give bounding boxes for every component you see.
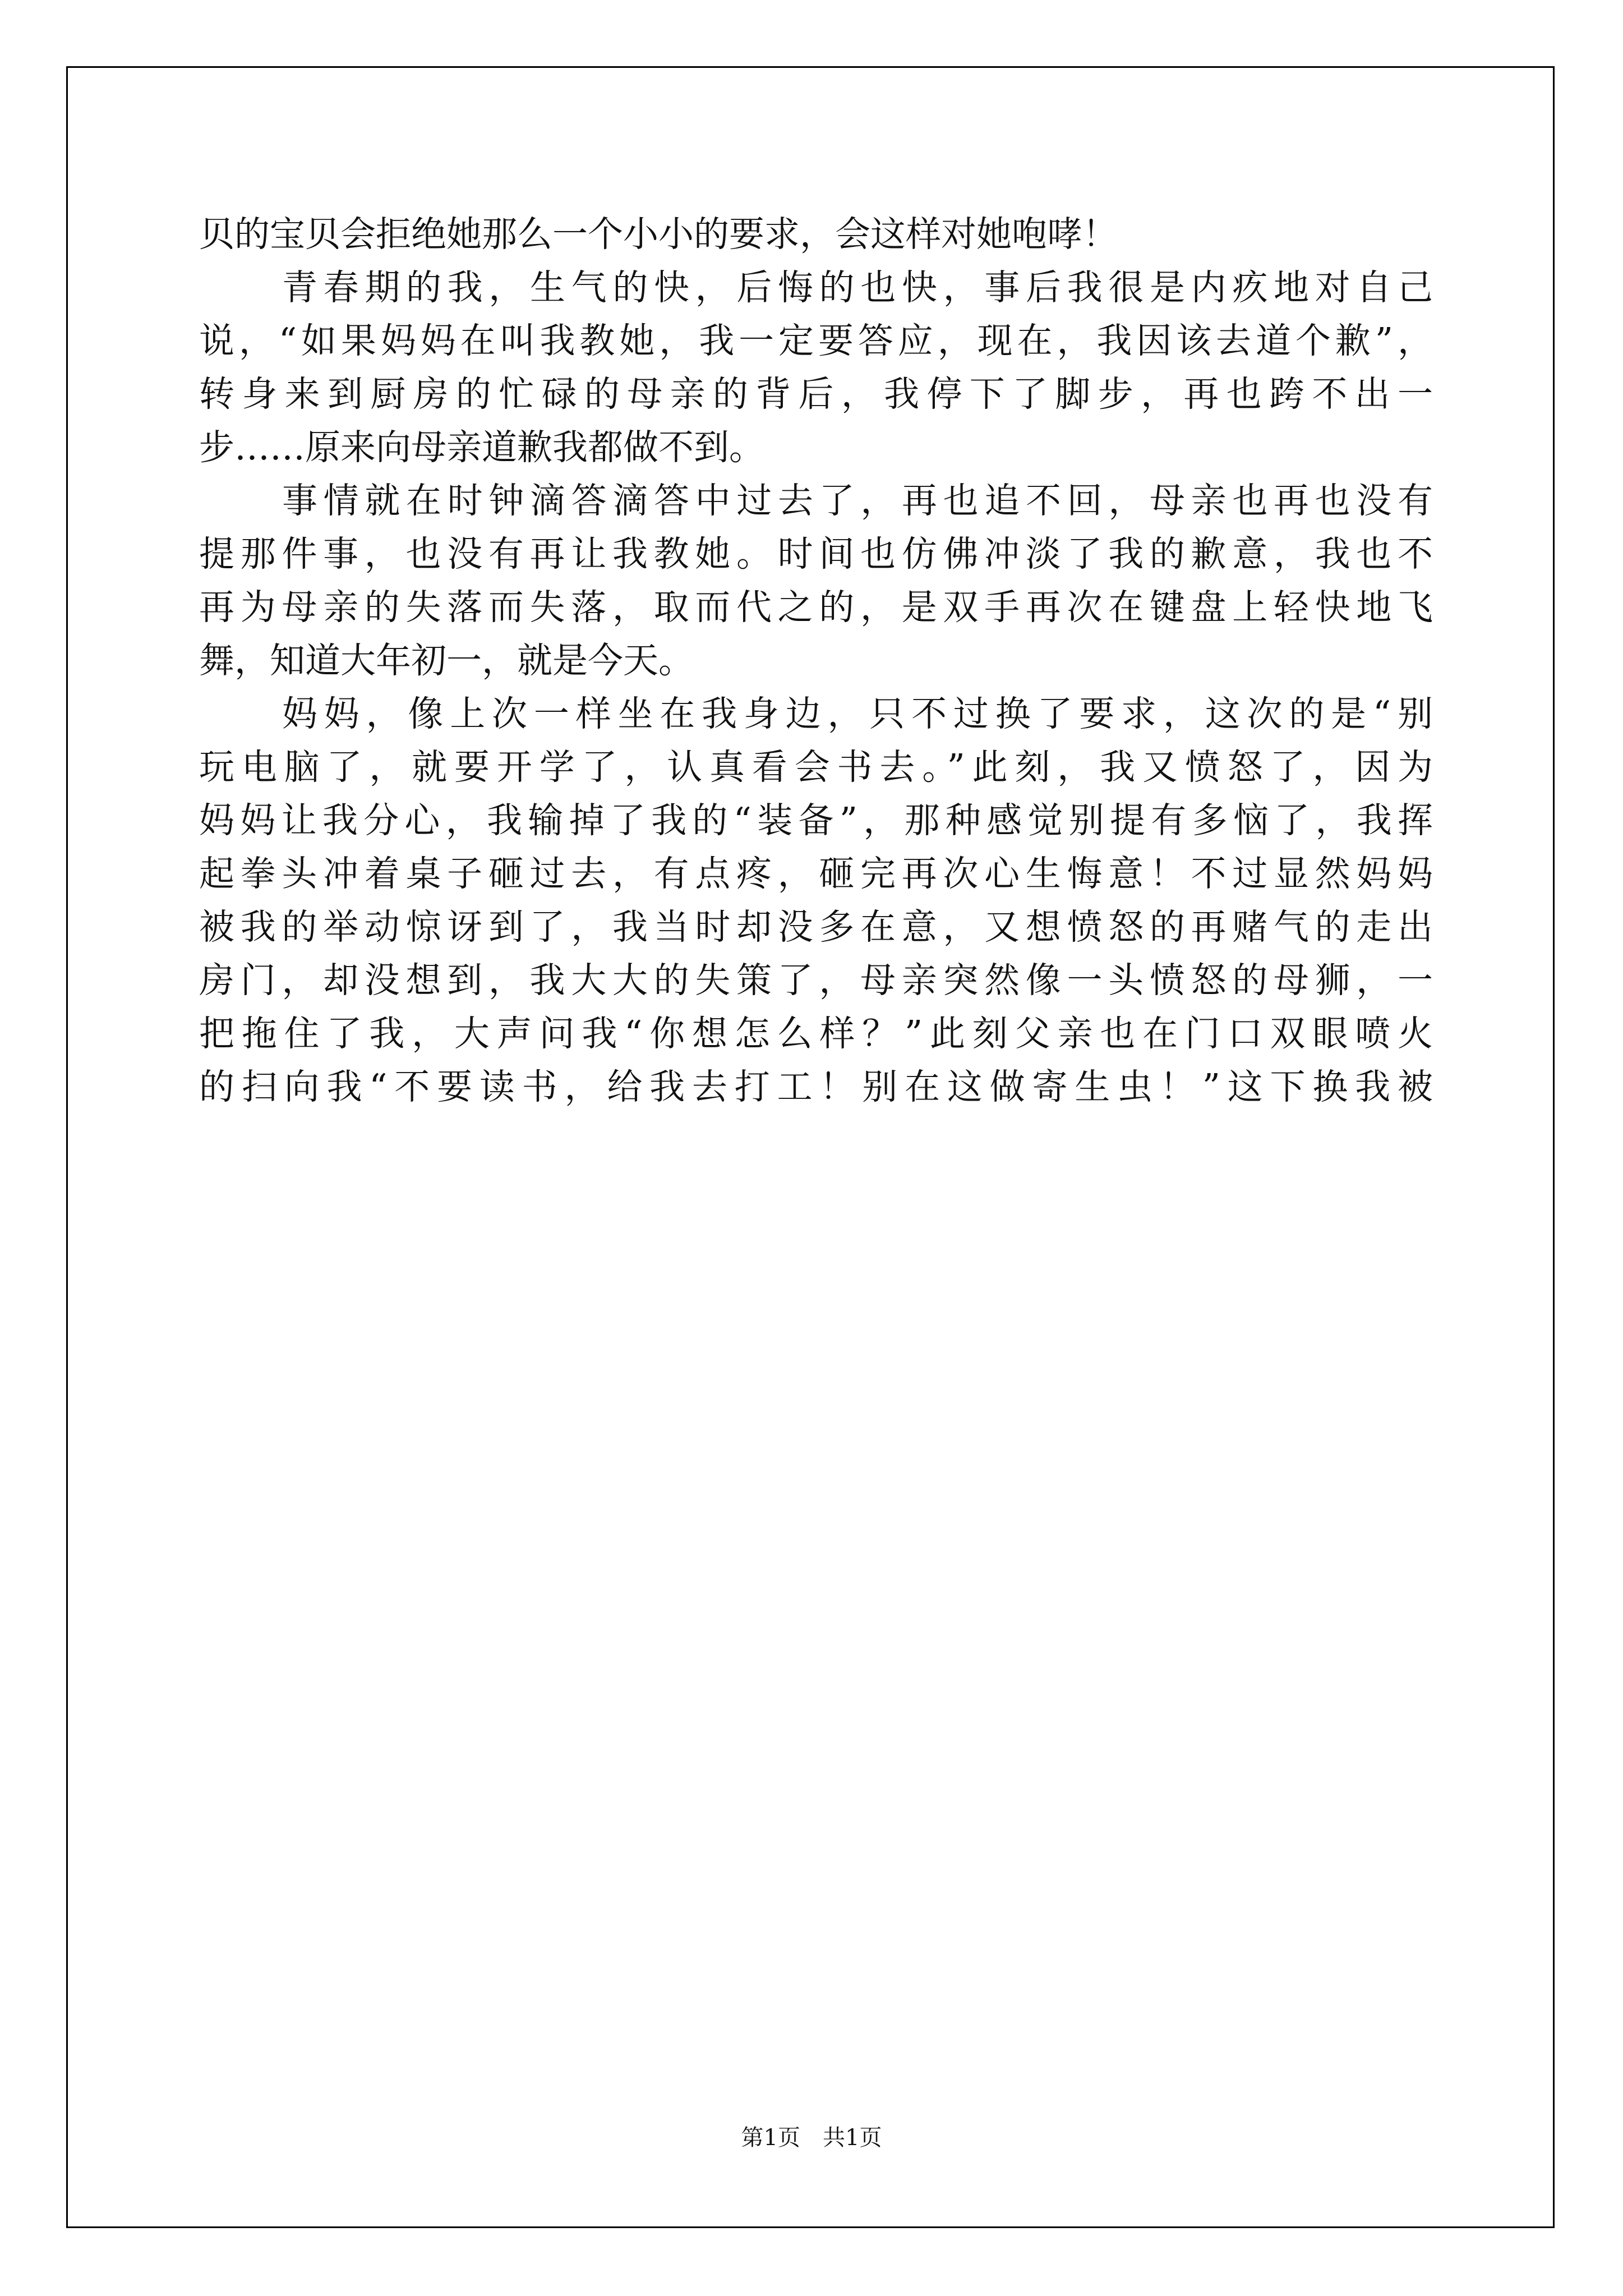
text-line: 妈妈让我分心，我输掉了我的“装备”，那种感觉别提有多恼了，我挥 bbox=[199, 800, 1433, 841]
text-line: 起拳头冲着桌子砸过去，有点疼，砸完再次心生悔意！不过显然妈妈 bbox=[199, 853, 1433, 894]
paragraph-2 bbox=[199, 261, 1433, 474]
text-line: 被我的举动惊讶到了，我当时却没多在意，又想愤怒的再赌气的走出 bbox=[199, 907, 1433, 947]
text-line: 转身来到厨房的忙碌的母亲的背后，我停下了脚步，再也跨不出一 bbox=[199, 374, 1433, 415]
text-line: 舞，知道大年初一，就是今天。 bbox=[199, 640, 694, 681]
paragraph-1 bbox=[199, 208, 1433, 261]
text-line: 事情就在时钟滴答滴答中过去了，再也追不回，母亲也再也没有 bbox=[282, 480, 1433, 521]
text-line: 玩电脑了，就要开学了，认真看会书去。”此刻，我又愤怒了，因为 bbox=[199, 747, 1433, 788]
text-line: 步……原来向母亲道歉我都做不到。 bbox=[199, 427, 764, 468]
text-line: 青春期的我，生气的快，后悔的也快，事后我很是内疚地对自己 bbox=[282, 267, 1433, 308]
text-line: 的扫向我“不要读书，给我去打工！别在这做寄生虫！”这下换我被 bbox=[199, 1066, 1433, 1107]
text-line: 房门，却没想到，我大大的失策了，母亲突然像一头愤怒的母狮，一 bbox=[199, 960, 1433, 1001]
text-line: 再为母亲的失落而失落，取而代之的，是双手再次在键盘上轻快地飞 bbox=[199, 587, 1433, 628]
document-body bbox=[199, 208, 1433, 1114]
text-line: 把拖住了我，大声问我“你想怎么样？”此刻父亲也在门口双眼喷火 bbox=[199, 1013, 1433, 1054]
page-footer: 第1页 共1页 bbox=[741, 2125, 882, 2151]
text-line: 提那件事，也没有再让我教她。时间也仿佛冲淡了我的歉意，我也不 bbox=[199, 533, 1433, 574]
text-line: 贝的宝贝会拒绝她那么一个小小的要求，会这样对她咆哮！ bbox=[199, 214, 1118, 255]
text-line: 说，“如果妈妈在叫我教她，我一定要答应，现在，我因该去道个歉”， bbox=[199, 320, 1433, 361]
paragraph-3 bbox=[199, 474, 1433, 687]
text-line: 妈妈，像上次一样坐在我身边，只不过换了要求，这次的是“别 bbox=[282, 693, 1433, 734]
paragraph-4 bbox=[199, 687, 1433, 1114]
